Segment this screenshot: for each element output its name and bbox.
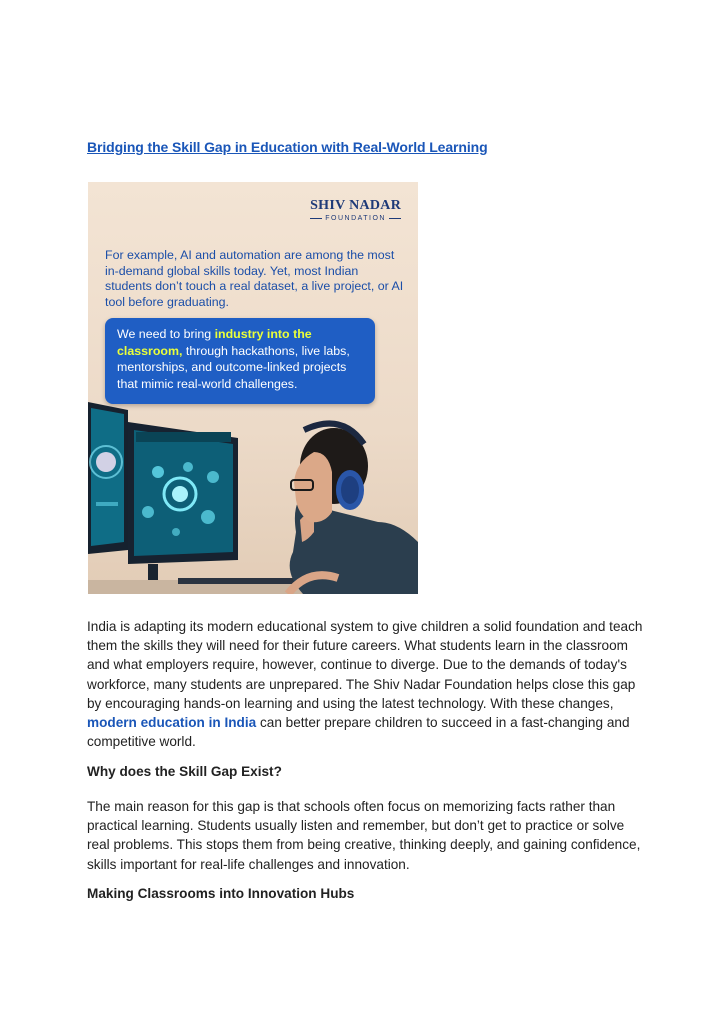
article-title-link[interactable]: Bridging the Skill Gap in Education with Real-World Learning <box>87 139 488 155</box>
callout-text-start: We need to bring <box>117 327 215 341</box>
image-paragraph: For example, AI and automation are among the most in-demand global skills today. Yet, most Indian students don’t touch a real dataset, a live project, or AI tool before graduating. <box>105 248 404 309</box>
intro-text-start: India is adapting its modern educational system to give children a solid foundation and teach them the skills they will need for their future careers. What students learn in the classroom and what employers require, however, continue to diverge. Due to the demands of today's workforce, many students are unprepared. The Shiv Nadar Foundation helps close this gap by encouraging hands-on learning and using the latest technology. With these changes, <box>87 619 643 711</box>
logo-subtitle: FOUNDATION <box>307 215 404 222</box>
skill-gap-paragraph: The main reason for this gap is that schools often focus on memorizing facts rather than practical learning. Students usually listen and remember, but don’t get to practice or solve real problems. This stops them from being creative, thinking deeply, and gaining confidence, skills important for real-life challenges and innovation. <box>87 799 641 872</box>
article-image <box>88 182 418 594</box>
section-heading-skill-gap: Why does the Skill Gap Exist? <box>87 764 282 779</box>
foundation-logo <box>307 198 404 222</box>
logo-name: SHIV NADAR <box>310 198 402 213</box>
section-heading-innovation-hubs: Making Classrooms into Innovation Hubs <box>87 886 355 901</box>
modern-education-link[interactable]: modern education in India <box>87 715 257 731</box>
student-at-computer-illustration <box>88 382 418 594</box>
intro-text-end: can better prepare children to succeed in a fast-changing and competitive world. <box>87 715 630 750</box>
callout-text-end: through hackathons, live labs, mentorships, and outcome-linked projects that mimic real-world challenges. <box>117 343 350 391</box>
callout-highlight: industry into the classroom, <box>117 327 312 358</box>
intro-paragraph <box>87 617 647 751</box>
